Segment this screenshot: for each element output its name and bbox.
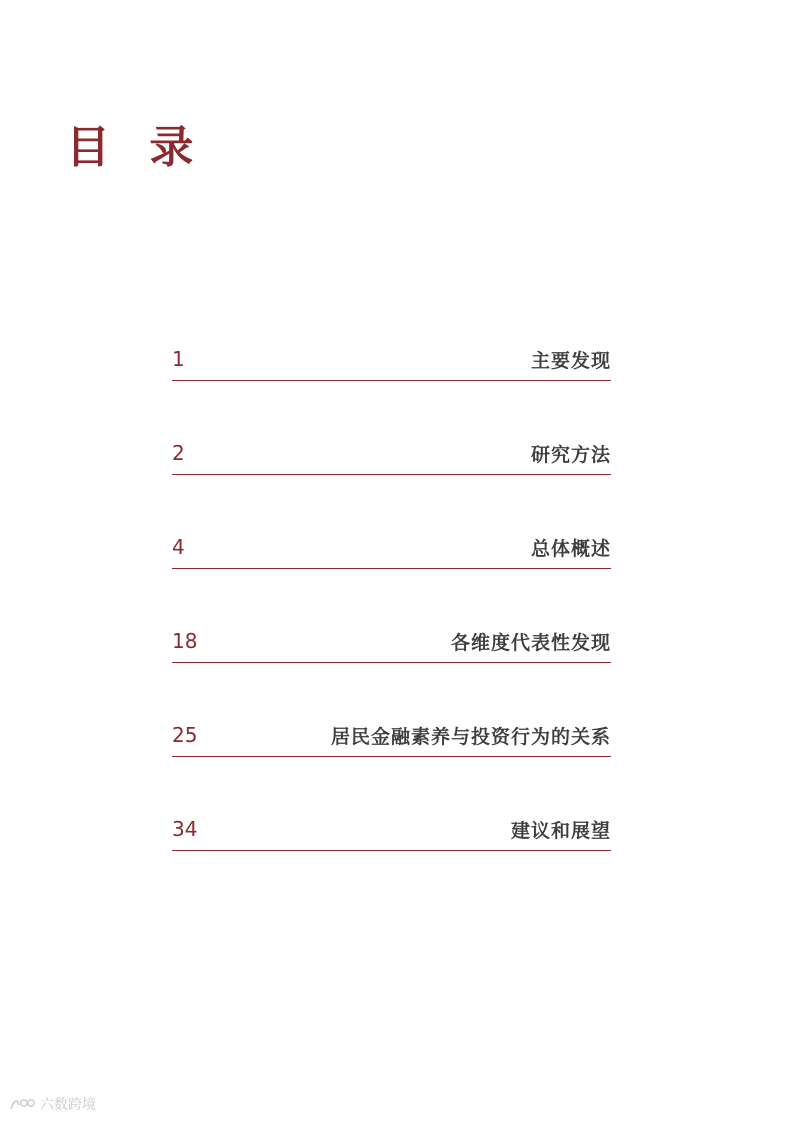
toc-entry-label: 研究方法 [530,443,611,466]
toc-entry-label: 各维度代表性发现 [450,631,611,654]
page-title: 目 录 [66,122,206,173]
toc-page-number: 2 [172,441,185,465]
toc-entry-suggestions-outlook[interactable] [172,808,611,851]
toc-entry-label: 主要发现 [530,349,611,372]
toc-entry-label: 建议和展望 [510,819,611,842]
toc-row [172,714,611,808]
toc-row [172,432,611,526]
toc-entry-dimension-findings[interactable] [172,620,611,663]
toc-entry-label: 总体概述 [530,537,611,560]
toc-page-number: 25 [172,723,198,747]
watermark-logo-icon [8,1095,36,1113]
toc-page-number: 34 [172,817,198,841]
toc-entry-research-methods[interactable] [172,432,611,475]
toc-entry-overview[interactable] [172,526,611,569]
toc-entry-label: 居民金融素养与投资行为的关系 [330,725,611,748]
toc-page-number: 4 [172,535,185,559]
toc-entry-main-findings[interactable] [172,338,611,381]
toc-page-number: 1 [172,347,185,371]
watermark [8,1094,96,1114]
table-of-contents [172,338,611,902]
toc-row [172,526,611,620]
toc-entry-literacy-investment[interactable] [172,714,611,757]
toc-row [172,808,611,902]
toc-page-number: 18 [172,629,198,653]
watermark-text: 六数跨境 [40,1097,96,1113]
toc-row [172,338,611,432]
toc-row [172,620,611,714]
